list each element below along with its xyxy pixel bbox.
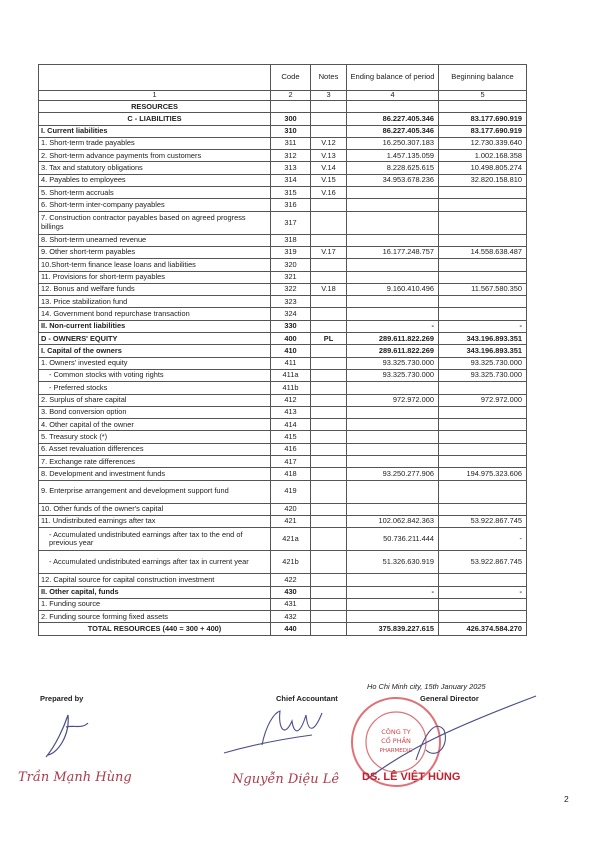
cell-beginning: [439, 101, 527, 113]
cell-ending: 86.227.405.346: [347, 113, 439, 125]
table-row: [39, 586, 527, 598]
cell-notes: V.18: [311, 283, 347, 295]
cell-ending: 93.325.730.000: [347, 357, 439, 369]
cell-ending: 93.250.277.906: [347, 468, 439, 480]
cell-beginning: [439, 574, 527, 586]
cell-notes: [311, 623, 347, 635]
cell-ending: [347, 419, 439, 431]
cell-notes: [311, 419, 347, 431]
cell-code: 410: [271, 345, 311, 357]
accountant-signature: [222, 705, 342, 765]
cell-ending: [347, 611, 439, 623]
cell-code: 318: [271, 234, 311, 246]
cell-item: II. Non-current liabilities: [39, 320, 271, 332]
cell-notes: [311, 394, 347, 406]
cell-notes: [311, 598, 347, 610]
cell-code: 315: [271, 187, 311, 199]
cell-notes: [311, 234, 347, 246]
cell-notes: V.15: [311, 174, 347, 186]
cell-ending: 93.325.730.000: [347, 369, 439, 381]
table-row: [39, 528, 527, 551]
cell-ending: [347, 234, 439, 246]
cell-ending: 375.839.227.615: [347, 623, 439, 635]
cell-code: 415: [271, 431, 311, 443]
cell-beginning: [439, 443, 527, 455]
cell-item: TOTAL RESOURCES (440 = 300 + 400): [39, 623, 271, 635]
cell-notes: [311, 468, 347, 480]
table-row: [39, 611, 527, 623]
table-row: [39, 345, 527, 357]
cell-notes: [311, 480, 347, 503]
table-row: [39, 137, 527, 149]
cell-ending: [347, 574, 439, 586]
cell-beginning: [439, 271, 527, 283]
table-row: [39, 283, 527, 295]
cell-ending: [347, 598, 439, 610]
cell-notes: V.17: [311, 246, 347, 258]
cell-ending: [347, 211, 439, 234]
cell-code: 311: [271, 137, 311, 149]
cell-notes: [311, 456, 347, 468]
table-row: [39, 551, 527, 574]
cell-item: 4. Other capital of the owner: [39, 419, 271, 431]
cell-ending: [347, 431, 439, 443]
cell-item: 6. Asset revaluation differences: [39, 443, 271, 455]
cell-notes: [311, 382, 347, 394]
cell-ending: 972.972.000: [347, 394, 439, 406]
header-notes: Notes: [311, 65, 347, 91]
cell-code: 412: [271, 394, 311, 406]
cell-item: 3. Tax and statutory obligations: [39, 162, 271, 174]
table-row: [39, 174, 527, 186]
cell-item: C - LIABILITIES: [39, 113, 271, 125]
cell-beginning: 32.820.158.810: [439, 174, 527, 186]
table-row: [39, 162, 527, 174]
cell-notes: [311, 320, 347, 332]
cell-notes: [311, 431, 347, 443]
header-beginning-balance: Beginning balance: [439, 65, 527, 91]
table-row: [39, 456, 527, 468]
cell-code: 419: [271, 480, 311, 503]
balance-sheet-table: [38, 64, 527, 636]
cell-ending: 16.250.307.183: [347, 137, 439, 149]
table-row: [39, 101, 527, 113]
table-row: [39, 574, 527, 586]
preparer-signature: [38, 705, 98, 765]
cell-beginning: [439, 382, 527, 394]
cell-code: 314: [271, 174, 311, 186]
cell-code: 421a: [271, 528, 311, 551]
cell-item: II. Other capital, funds: [39, 586, 271, 598]
header-code: Code: [271, 65, 311, 91]
cell-code: 420: [271, 503, 311, 515]
cell-ending: [347, 480, 439, 503]
column-number-row: [39, 91, 527, 101]
table-row: [39, 468, 527, 480]
cell-beginning: 10.498.805.274: [439, 162, 527, 174]
cell-item: - Accumulated undistributed earnings after tax to the end of previous year: [39, 528, 271, 551]
cell-beginning: [439, 296, 527, 308]
cell-notes: [311, 443, 347, 455]
cell-item: 7. Exchange rate differences: [39, 456, 271, 468]
cell-item: 1. Owners' invested equity: [39, 357, 271, 369]
cell-beginning: 343.196.893.351: [439, 333, 527, 345]
cell-code: 330: [271, 320, 311, 332]
svg-text:CÔNG TY: CÔNG TY: [381, 728, 411, 736]
cell-beginning: 1.002.168.358: [439, 150, 527, 162]
cell-notes: [311, 259, 347, 271]
cell-beginning: 426.374.584.270: [439, 623, 527, 635]
cell-notes: [311, 211, 347, 234]
cell-notes: [311, 345, 347, 357]
cell-notes: PL: [311, 333, 347, 345]
preparer-name: Trần Mạnh Hùng: [18, 770, 132, 785]
cell-beginning: 11.567.580.350: [439, 283, 527, 295]
cell-item: - Preferred stocks: [39, 382, 271, 394]
cell-code: 411: [271, 357, 311, 369]
cell-code: 310: [271, 125, 311, 137]
cell-item: 10.Short-term finance lease loans and liabilities: [39, 259, 271, 271]
cell-beginning: [439, 211, 527, 234]
cell-code: 400: [271, 333, 311, 345]
col-number: 1: [39, 91, 271, 101]
cell-ending: 102.062.842.363: [347, 515, 439, 527]
svg-text:PHARMEDIC: PHARMEDIC: [379, 748, 413, 754]
table-row: [39, 598, 527, 610]
table-row: [39, 431, 527, 443]
cell-ending: 8.228.625.615: [347, 162, 439, 174]
cell-code: 321: [271, 271, 311, 283]
cell-item: 12. Bonus and welfare funds: [39, 283, 271, 295]
cell-ending: [347, 456, 439, 468]
cell-code: 319: [271, 246, 311, 258]
table-row: [39, 369, 527, 381]
cell-ending: [347, 271, 439, 283]
cell-item: 3. Bond conversion option: [39, 406, 271, 418]
cell-item: RESOURCES: [39, 101, 271, 113]
cell-code: 323: [271, 296, 311, 308]
cell-notes: [311, 357, 347, 369]
cell-item: 2. Short-term advance payments from customers: [39, 150, 271, 162]
cell-code: 411b: [271, 382, 311, 394]
cell-beginning: [439, 259, 527, 271]
table-row: [39, 234, 527, 246]
cell-notes: [311, 296, 347, 308]
table-row: [39, 271, 527, 283]
cell-ending: -: [347, 320, 439, 332]
cell-notes: [311, 515, 347, 527]
cell-beginning: -: [439, 320, 527, 332]
cell-code: 421: [271, 515, 311, 527]
director-name: DS. LÊ VIỆT HÙNG: [362, 771, 461, 783]
cell-beginning: [439, 598, 527, 610]
cell-beginning: 12.730.339.640: [439, 137, 527, 149]
table-row: [39, 623, 527, 635]
cell-code: 316: [271, 199, 311, 211]
cell-code: 324: [271, 308, 311, 320]
cell-beginning: [439, 503, 527, 515]
table-row: [39, 419, 527, 431]
cell-ending: 289.611.822.269: [347, 333, 439, 345]
cell-ending: [347, 187, 439, 199]
cell-beginning: 93.325.730.000: [439, 369, 527, 381]
cell-code: 411a: [271, 369, 311, 381]
cell-ending: [347, 382, 439, 394]
cell-ending: [347, 503, 439, 515]
svg-text:CỔ PHẦN: CỔ PHẦN: [381, 737, 411, 745]
cell-code: 313: [271, 162, 311, 174]
cell-beginning: -: [439, 586, 527, 598]
cell-notes: V.13: [311, 150, 347, 162]
table-row: [39, 382, 527, 394]
cell-beginning: 972.972.000: [439, 394, 527, 406]
cell-ending: 9.160.410.496: [347, 283, 439, 295]
cell-item: - Accumulated undistributed earnings after tax in current year: [39, 551, 271, 574]
table-row: [39, 187, 527, 199]
cell-item: 12. Capital source for capital construction investment: [39, 574, 271, 586]
table-row: [39, 443, 527, 455]
cell-code: 416: [271, 443, 311, 455]
cell-item: 2. Surplus of share capital: [39, 394, 271, 406]
prepared-by-label: Prepared by: [40, 694, 84, 703]
cell-item: 8. Short-term unearned revenue: [39, 234, 271, 246]
cell-code: 300: [271, 113, 311, 125]
cell-ending: 50.736.211.444: [347, 528, 439, 551]
cell-item: 2. Funding source forming fixed assets: [39, 611, 271, 623]
company-seal: [326, 690, 551, 805]
cell-item: 7. Construction contractor payables based on agreed progress billings: [39, 211, 271, 234]
cell-beginning: [439, 406, 527, 418]
cell-ending: [347, 259, 439, 271]
cell-item: I. Capital of the owners: [39, 345, 271, 357]
report-date: Ho Chi Minh city, 15th January 2025: [367, 682, 486, 691]
cell-ending: [347, 296, 439, 308]
cell-beginning: -: [439, 528, 527, 551]
accountant-name: Nguyễn Diệu Lê: [232, 772, 340, 787]
table-row: [39, 406, 527, 418]
cell-item: 13. Price stabilization fund: [39, 296, 271, 308]
cell-item: 10. Other funds of the owner's capital: [39, 503, 271, 515]
table-row: [39, 296, 527, 308]
table-row: [39, 125, 527, 137]
cell-ending: 86.227.405.346: [347, 125, 439, 137]
table-row: [39, 394, 527, 406]
cell-item: 9. Enterprise arrangement and development support fund: [39, 480, 271, 503]
cell-beginning: 194.975.323.606: [439, 468, 527, 480]
cell-item: 1. Funding source: [39, 598, 271, 610]
general-director-label: General Director: [420, 694, 479, 703]
cell-notes: [311, 551, 347, 574]
table-row: [39, 259, 527, 271]
table-row: [39, 246, 527, 258]
cell-ending: 34.953.678.236: [347, 174, 439, 186]
cell-item: 14. Government bond repurchase transaction: [39, 308, 271, 320]
cell-item: D - OWNERS' EQUITY: [39, 333, 271, 345]
cell-beginning: [439, 611, 527, 623]
table-row: [39, 113, 527, 125]
cell-ending: [347, 308, 439, 320]
header-ending-balance: Ending balance of period: [347, 65, 439, 91]
cell-beginning: 14.558.638.487: [439, 246, 527, 258]
cell-item: 5. Short-term accruals: [39, 187, 271, 199]
cell-ending: 1.457.135.059: [347, 150, 439, 162]
cell-ending: [347, 199, 439, 211]
col-number: 3: [311, 91, 347, 101]
cell-beginning: [439, 199, 527, 211]
cell-beginning: 93.325.730.000: [439, 357, 527, 369]
cell-item: 11. Provisions for short-term payables: [39, 271, 271, 283]
col-number: 4: [347, 91, 439, 101]
cell-notes: [311, 271, 347, 283]
cell-ending: 16.177.248.757: [347, 246, 439, 258]
cell-code: 418: [271, 468, 311, 480]
cell-beginning: [439, 431, 527, 443]
cell-code: [271, 101, 311, 113]
cell-item: 5. Treasury stock (*): [39, 431, 271, 443]
cell-ending: -: [347, 586, 439, 598]
table-row: [39, 357, 527, 369]
cell-code: 317: [271, 211, 311, 234]
cell-notes: [311, 574, 347, 586]
cell-beginning: [439, 456, 527, 468]
cell-beginning: 53.922.867.745: [439, 551, 527, 574]
cell-beginning: 53.922.867.745: [439, 515, 527, 527]
chief-accountant-label: Chief Accountant: [276, 694, 338, 703]
cell-code: 431: [271, 598, 311, 610]
cell-notes: V.14: [311, 162, 347, 174]
cell-notes: [311, 528, 347, 551]
cell-ending: [347, 443, 439, 455]
table-row: [39, 308, 527, 320]
cell-notes: [311, 503, 347, 515]
cell-notes: [311, 586, 347, 598]
cell-item: 8. Development and investment funds: [39, 468, 271, 480]
cell-code: 320: [271, 259, 311, 271]
table-row: [39, 503, 527, 515]
cell-beginning: [439, 480, 527, 503]
cell-notes: [311, 101, 347, 113]
table-row: [39, 333, 527, 345]
header-row: [39, 65, 527, 91]
cell-beginning: 83.177.690.919: [439, 113, 527, 125]
table-row: [39, 515, 527, 527]
cell-code: 432: [271, 611, 311, 623]
cell-notes: [311, 199, 347, 211]
cell-item: 6. Short-term inter-company payables: [39, 199, 271, 211]
cell-code: 430: [271, 586, 311, 598]
cell-notes: [311, 406, 347, 418]
cell-beginning: [439, 187, 527, 199]
col-number: 5: [439, 91, 527, 101]
table-row: [39, 199, 527, 211]
cell-beginning: 83.177.690.919: [439, 125, 527, 137]
table-row: [39, 320, 527, 332]
cell-notes: [311, 308, 347, 320]
cell-notes: [311, 113, 347, 125]
cell-code: 322: [271, 283, 311, 295]
cell-ending: 289.611.822.269: [347, 345, 439, 357]
cell-notes: [311, 125, 347, 137]
header-item: [39, 65, 271, 91]
cell-notes: [311, 369, 347, 381]
cell-code: 413: [271, 406, 311, 418]
cell-code: 414: [271, 419, 311, 431]
cell-beginning: [439, 234, 527, 246]
cell-beginning: [439, 308, 527, 320]
cell-code: 440: [271, 623, 311, 635]
cell-item: 4. Payables to employees: [39, 174, 271, 186]
cell-notes: V.16: [311, 187, 347, 199]
cell-beginning: 343.196.893.351: [439, 345, 527, 357]
cell-code: 417: [271, 456, 311, 468]
cell-ending: [347, 406, 439, 418]
cell-code: 421b: [271, 551, 311, 574]
cell-ending: 51.326.630.919: [347, 551, 439, 574]
cell-ending: [347, 101, 439, 113]
cell-item: - Common stocks with voting rights: [39, 369, 271, 381]
cell-notes: [311, 611, 347, 623]
cell-item: I. Current liabilities: [39, 125, 271, 137]
cell-notes: V.12: [311, 137, 347, 149]
col-number: 2: [271, 91, 311, 101]
page-number: 2: [564, 794, 569, 804]
table-row: [39, 480, 527, 503]
table-row: [39, 150, 527, 162]
cell-item: 1. Short-term trade payables: [39, 137, 271, 149]
cell-beginning: [439, 419, 527, 431]
cell-code: 422: [271, 574, 311, 586]
table-row: [39, 211, 527, 234]
cell-item: 11. Undistributed earnings after tax: [39, 515, 271, 527]
cell-item: 9. Other short-term payables: [39, 246, 271, 258]
cell-code: 312: [271, 150, 311, 162]
